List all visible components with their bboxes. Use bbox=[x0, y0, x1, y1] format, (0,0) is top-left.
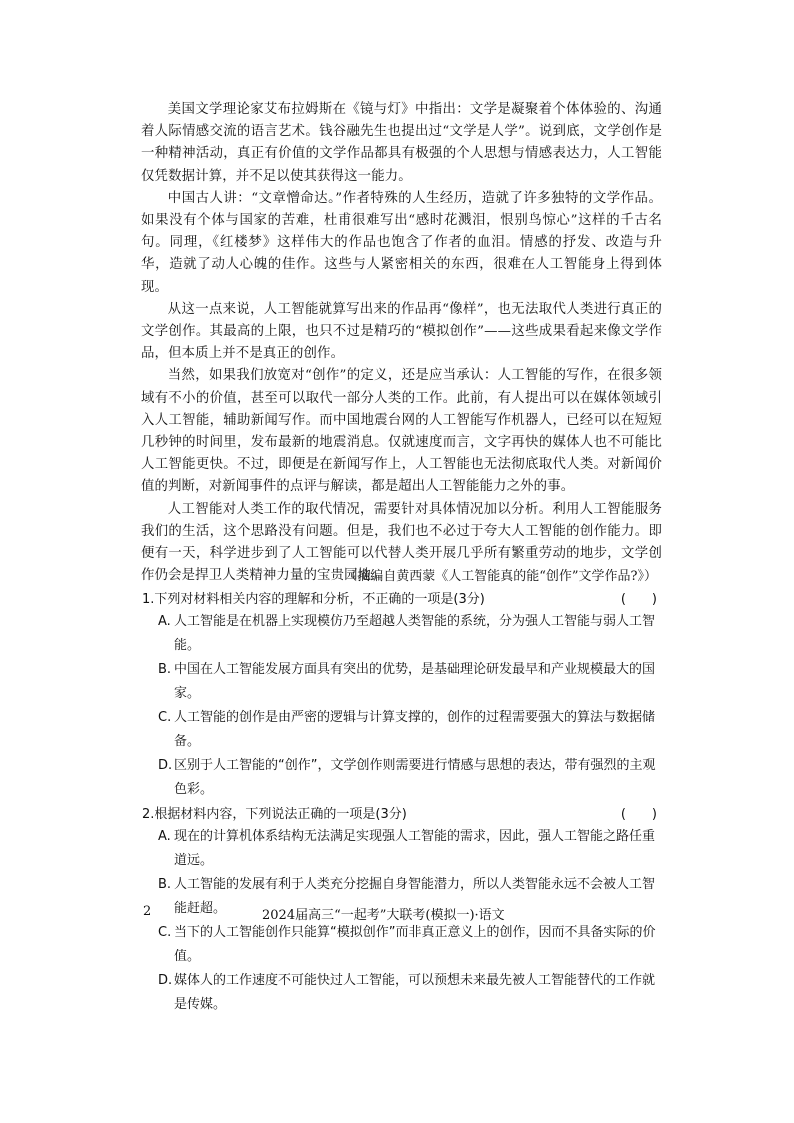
option-text: 区别于人工智能的“创作”，文学创作则需要进行情感与思想的表达，带有强烈的主观色彩。 bbox=[174, 758, 656, 797]
page-footer bbox=[143, 904, 663, 924]
option-text: 现在的计算机体系结构无法满足实现强人工智能的需求，因此，强人工智能之路任重道远。 bbox=[174, 829, 656, 868]
option-text: 人工智能是在机器上实现模仿乃至超越人类智能的系统，分为强人工智能与弱人工智能。 bbox=[174, 614, 656, 653]
answer-bracket: ( ) bbox=[620, 592, 657, 607]
option-a bbox=[142, 825, 667, 873]
exam-title: 2024届高三“一起考”大联考(模拟一)·语文 bbox=[262, 908, 505, 923]
answer-bracket: ( ) bbox=[620, 807, 657, 822]
option-b bbox=[142, 658, 667, 706]
option-d bbox=[142, 969, 667, 1017]
option-label: C. bbox=[158, 925, 172, 940]
option-c bbox=[142, 706, 667, 754]
option-text: 中国在人工智能发展方面具有突出的优势，是基础理论研发最早和产业规模最大的国家。 bbox=[174, 662, 656, 701]
question-stem-text: 2.根据材料内容，下列说法正确的一项是(3分) bbox=[142, 807, 407, 822]
option-label: B. bbox=[158, 662, 172, 677]
passage-source: （摘编自黄西蒙《人工智能真的能“创作”文学作品?》） bbox=[344, 569, 657, 584]
passage-paragraph-2: 中国古人讲：“文章憎命达。”作者特殊的人生经历，造就了许多独特的文学作品。如果没有个体与国家的苦难，杜甫很难写出“感时花溅泪，恨别鸟惊心”这样的千古名句。同理，《红楼梦》这样伟大的作品也饱含了作者的血泪。情感的抒发、改造与升华，造就了动人心魄的佳作。这些与人紧密相关的东西，很难在人工智能身上得到体现。 bbox=[141, 190, 662, 295]
option-label: A. bbox=[158, 829, 171, 844]
option-text: 人工智能的发展有利于人类充分挖掘自身智能潜力，所以人类智能永远不会被人工智能赶超。 bbox=[174, 877, 656, 916]
option-label: B. bbox=[158, 877, 172, 892]
passage-paragraph-1: 美国文学理论家艾布拉姆斯在《镜与灯》中指出：文学是凝聚着个体体验的、沟通着人际情感交流的语言艺术。钱谷融先生也提出过“文学是人学”。说到底，文学创作是一种精神活动，真正有价值的文学作品都具有极强的个人思想与情感表达力，人工智能仅凭数据计算，并不足以使其获得这一能力。 bbox=[141, 102, 662, 184]
option-text: 当下的人工智能创作只能算“模拟创作”而非真正意义上的创作，因而不具备实际的价值。 bbox=[174, 925, 656, 964]
option-label: A. bbox=[158, 614, 171, 629]
option-text: 媒体人的工作速度不可能快过人工智能，可以预想未来最先被人工智能替代的工作就是传媒。 bbox=[174, 973, 656, 1012]
question-stem bbox=[142, 589, 667, 610]
option-label: C. bbox=[158, 710, 172, 725]
option-label: D. bbox=[158, 758, 173, 773]
option-text: 人工智能的创作是由严密的逻辑与计算支撑的，创作的过程需要强大的算法与数据储备。 bbox=[174, 710, 656, 749]
option-a bbox=[142, 610, 667, 658]
question-1 bbox=[142, 589, 667, 802]
question-list bbox=[142, 589, 667, 1019]
option-label: D. bbox=[158, 973, 173, 988]
option-c bbox=[142, 921, 667, 969]
option-d bbox=[142, 754, 667, 802]
passage-paragraph-4: 当然，如果我们放宽对“创作”的定义，还是应当承认：人工智能的写作，在很多领域有不小的价值，甚至可以取代一部分人类的工作。此前，有人提出可以在媒体领域引入人工智能，辅助新闻写作。而中国地震台网的人工智能写作机器人，已经可以在短短几秒钟的时间里，发布最新的地震消息。仅就速度而言，文字再快的媒体人也不可能比人工智能更快。不过，即便是在新闻写作上，人工智能也无法彻底取代人类。对新闻价值的判断，对新闻事件的点评与解读，都是超出人工智能能力之外的事。 bbox=[141, 368, 662, 495]
reading-passage bbox=[141, 99, 662, 587]
passage-paragraph-5: 人工智能对人类工作的取代情况，需要针对具体情况加以分析。利用人工智能服务我们的生活，这个思路没有问题。但是，我们也不必过于夸大人工智能的创作能力。即便有一天，科学进步到了人工智能可以代替人类开展几乎所有繁重劳动的地步，文学创作仍会是捍卫人类精神力量的宝贵园地。 bbox=[141, 501, 662, 584]
question-stem bbox=[142, 804, 667, 825]
page-number: 2 bbox=[143, 904, 152, 919]
passage-paragraph-3: 从这一点来说，人工智能就算写出来的作品再“像样”，也无法取代人类进行真正的文学创作。其最高的上限，也只不过是精巧的“模拟创作”——这些成果看起来像文学作品，但本质上并不是真正的创作。 bbox=[141, 301, 662, 362]
question-stem-text: 1.下列对材料相关内容的理解和分析，不正确的一项是(3分) bbox=[142, 592, 485, 607]
